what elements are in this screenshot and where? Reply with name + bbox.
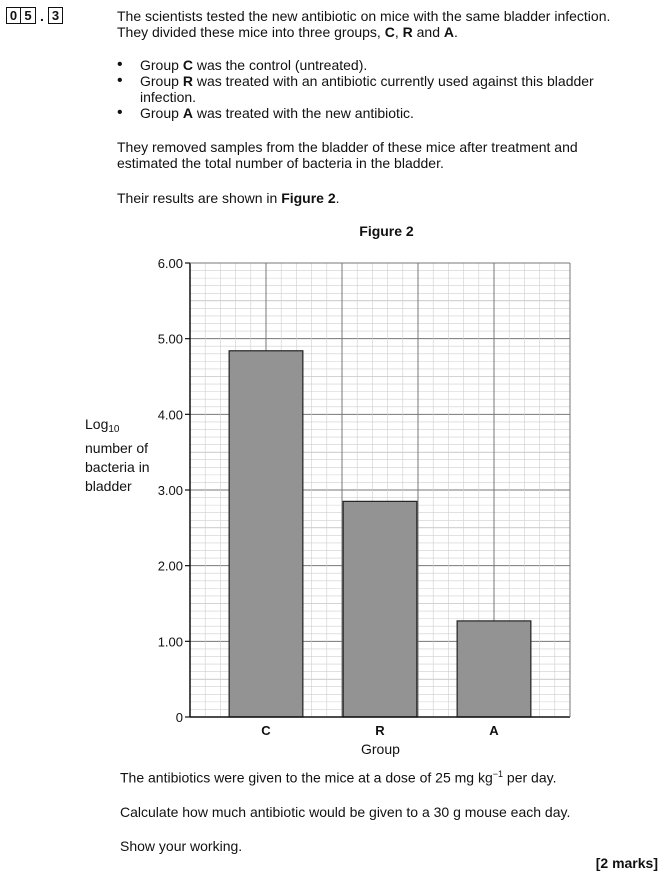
x-tick-label: A xyxy=(489,723,499,738)
bar xyxy=(229,351,303,717)
sep: , xyxy=(394,24,403,40)
group-letter: A xyxy=(182,105,193,121)
intro-line-2-pre: They divided these mice into three groups, xyxy=(117,24,385,40)
y-tick-label: 1.00 xyxy=(157,634,183,650)
figure-title: Figure 2 xyxy=(359,223,414,239)
dose-text xyxy=(120,769,556,786)
group-pre: Group xyxy=(140,57,183,73)
calc-text: Calculate how much antibiotic would be given to a 30 g mouse each day. xyxy=(120,804,571,820)
group-c-ref: C xyxy=(384,24,395,40)
y-tick-label: 6.00 xyxy=(157,256,183,271)
marks-label: [2 marks] xyxy=(595,855,658,871)
dose-sup: −1 xyxy=(492,769,504,779)
y-label-sub: 10 xyxy=(108,424,120,435)
intro-line-1: The scientists tested the new antibiotic on mice with the same bladder infection. xyxy=(117,8,611,24)
y-tick-label: 4.00 xyxy=(157,407,183,423)
group-desc: was treated with an antibiotic currently used against this bladder infection. xyxy=(140,73,594,105)
bar xyxy=(457,621,531,717)
y-tick-label: 3.00 xyxy=(157,483,183,498)
y-label-line xyxy=(85,415,150,439)
question-part: 3 xyxy=(48,7,63,24)
question-digit: 5 xyxy=(21,7,36,24)
x-tick-label: R xyxy=(375,723,385,738)
group-desc: was the control (untreated). xyxy=(192,57,368,73)
y-axis-label xyxy=(85,415,150,496)
results-pre: Their results are shown in xyxy=(117,190,282,206)
group-desc: was treated with the new antibiotic. xyxy=(192,105,414,121)
group-r-ref: R xyxy=(402,24,413,40)
dose-pre: The antibiotics were given to the mice at a dose of 25 mg kg xyxy=(120,769,493,786)
figure-ref: Figure 2 xyxy=(281,190,336,206)
y-tick-label: 0 xyxy=(175,710,183,725)
results-post: . xyxy=(335,190,340,206)
y-label-line: number of xyxy=(85,440,149,456)
working-text: Show your working. xyxy=(120,838,243,854)
period: . xyxy=(454,24,458,40)
dose-post: per day. xyxy=(503,769,557,786)
group-letter: C xyxy=(182,57,193,73)
samples-text: They removed samples from the bladder of these mice after treatment and estimated the total number of bacteria in the bladder. xyxy=(117,139,578,171)
group-letter: R xyxy=(182,73,193,89)
y-label-line: bacteria in xyxy=(85,459,150,475)
y-label-line: bladder xyxy=(85,478,132,494)
x-tick-label: C xyxy=(261,723,271,738)
y-label-log: Log xyxy=(85,416,109,432)
group-pre: Group xyxy=(140,73,183,89)
x-axis-label: Group xyxy=(361,741,400,757)
y-tick-label: 2.00 xyxy=(157,558,183,574)
group-pre: Group xyxy=(140,105,183,121)
question-digit: 0 xyxy=(6,7,21,24)
y-tick-label: 5.00 xyxy=(157,331,183,347)
and-text: and xyxy=(412,24,444,40)
question-dot: . xyxy=(40,7,44,24)
group-a-ref: A xyxy=(443,24,454,40)
bar xyxy=(343,501,417,717)
